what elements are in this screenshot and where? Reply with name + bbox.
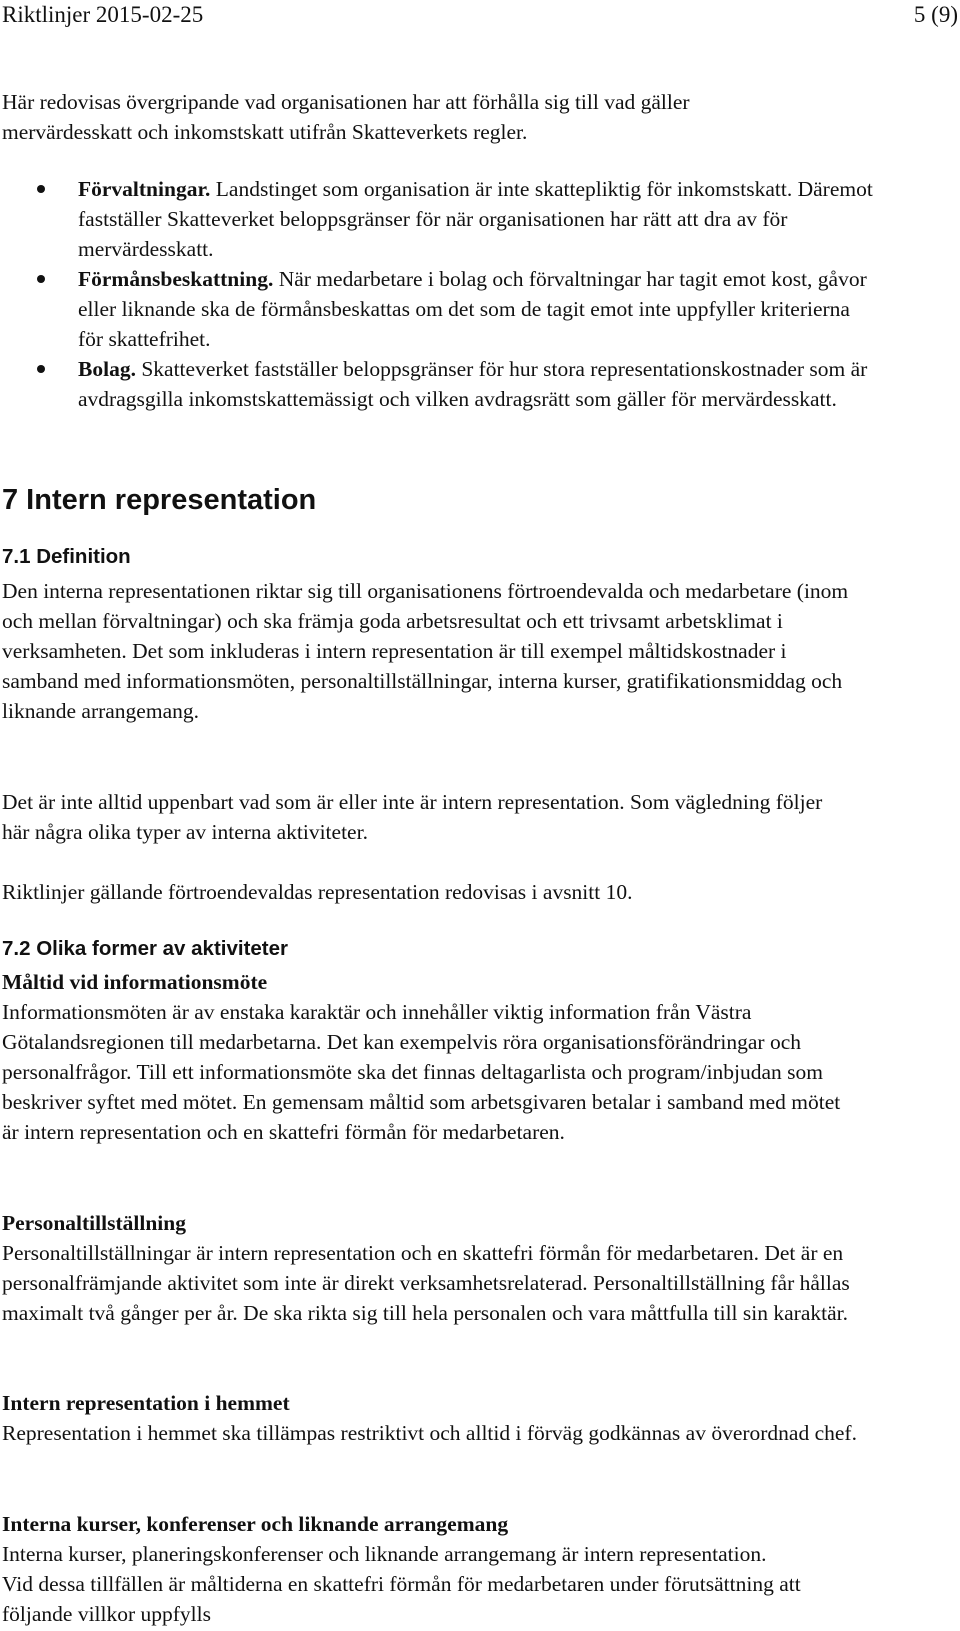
activity-title: Interna kurser, konferenser och liknande arrangemang — [2, 1512, 509, 1536]
guidance-paragraph: Det är inte alltid uppenbart vad som är eller inte är intern representation. Som vägledning följer här några olika typer av interna aktiviteter. — [2, 790, 823, 844]
list-item — [0, 354, 878, 414]
activity-title: Personaltillställning — [2, 1211, 186, 1235]
activity-body: Informationsmöten är av enstaka karaktär och innehåller viktig information från Västra Götalandsregionen till medarbetarna. Det kan exempelvis röra organisationsförändringar och personalfrågor. Till ett informationsmöte ska det finnas deltagarlista och program/inbjudan som beskriver syftet med mötet. En gemensam måltid som arbetsgivaren betalar i samband med mötet är intern representation och en skattefri förmån för medarbetaren. — [2, 1000, 841, 1144]
list-item-term: Förvaltningar. — [78, 177, 211, 201]
bullet-icon — [37, 185, 45, 193]
subsection-heading-activities: 7.2 Olika former av aktiviteter — [2, 937, 289, 960]
activity-body: Personaltillställningar är intern representation och en skattefri förmån för medarbetaren. Det är en personalfrämjande aktivitet som inte är direkt verksamhetsrelaterad. Personaltillställning får hållas maximalt två gånger per år. De ska rikta sig till hela personalen och vara måttfulla till sin karaktär. — [2, 1241, 850, 1325]
subsection-heading-definition: 7.1 Definition — [2, 545, 131, 568]
list-item-text: Landstinget som organisation är inte skattepliktig för inkomstskatt. Däremot fastställer Skatteverket beloppsgränser för när organisationen har rätt att dra av för mervärdesskatt. — [78, 177, 873, 261]
header-title: Riktlinjer 2015-02-25 — [2, 2, 204, 27]
definition-paragraph: Den interna representationen riktar sig till organisationens förtroendevalda och medarbetare (inom och mellan förvaltningar) och ska främja goda arbetsresultat och ett trivsamt arbetsklimat i verksamheten. Det som inkluderas i intern representation är till exempel måltidskostnader i samband med informationsmöten, personaltillställningar, interna kurser, gratifikationsmiddag och liknande arrangemang. — [2, 579, 849, 723]
bullet-list — [0, 174, 960, 414]
list-item-text: När medarbetare i bolag och förvaltningar har tagit emot kost, gåvor eller liknande ska de förmånsbeskattas om det som de tagit emot inte uppfyller kriterierna för skattefrihet. — [78, 267, 867, 351]
activity-title: Måltid vid informationsmöte — [2, 970, 268, 994]
bullet-icon — [37, 365, 45, 373]
section-heading: 7 Intern representation — [2, 484, 317, 516]
reference-paragraph: Riktlinjer gällande förtroendevaldas representation redovisas i avsnitt 10. — [2, 880, 633, 904]
page-number: 5 (9) — [913, 2, 958, 27]
list-item-term: Förmånsbeskattning. — [78, 267, 274, 291]
activity-title: Intern representation i hemmet — [2, 1391, 290, 1415]
activity-body: Interna kurser, planeringskonferenser och liknande arrangemang är intern representation. Vid dessa tillfällen är måltiderna en skattefri förmån för medarbetaren under förutsättning att följande villkor uppfylls — [2, 1542, 801, 1626]
bullet-icon — [37, 275, 45, 283]
page-header — [0, 0, 960, 30]
list-item-text: Skatteverket fastställer beloppsgränser för hur stora representationskostnader som är avdragsgilla inkomstskattemässigt och vilken avdragsrätt som gäller för mervärdesskatt. — [78, 357, 868, 411]
intro-paragraph: Här redovisas övergripande vad organisationen har att förhålla sig till vad gäller mervärdesskatt och inkomstskatt utifrån Skatteverkets regler. — [2, 90, 690, 144]
list-item — [0, 264, 878, 354]
activity-body: Representation i hemmet ska tillämpas restriktivt och alltid i förväg godkännas av överordnad chef. — [2, 1421, 857, 1445]
list-item-term: Bolag. — [78, 357, 136, 381]
list-item — [0, 174, 878, 264]
